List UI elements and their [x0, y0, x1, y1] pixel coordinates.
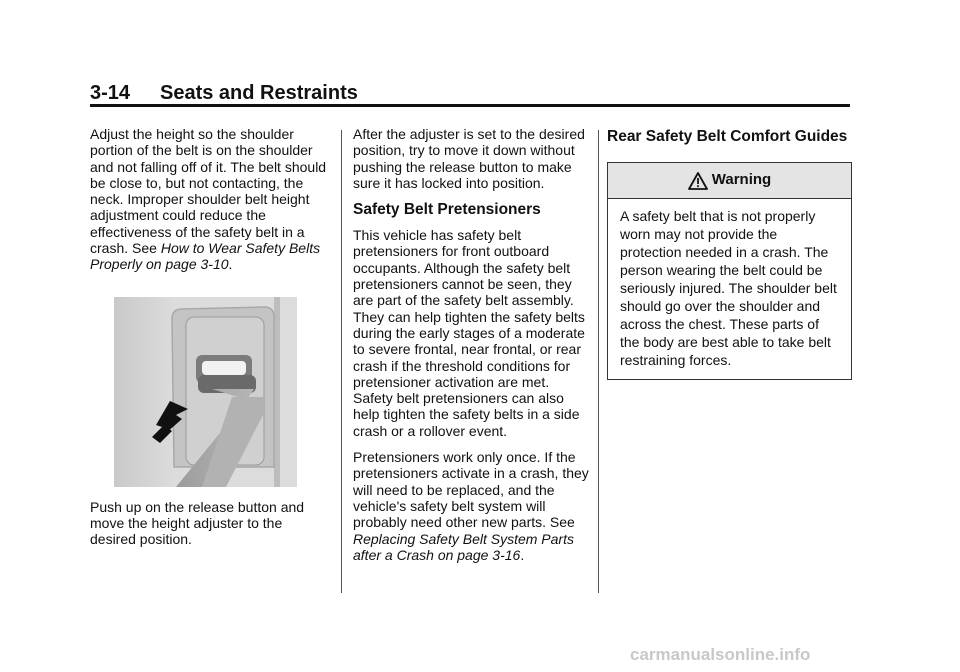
column-1: [90, 126, 330, 558]
warning-header: [608, 163, 851, 199]
page-header: [90, 82, 358, 105]
section-heading: Safety Belt Pretensioners: [353, 201, 541, 219]
figure-caption: Push up on the release button and move the height adjuster to the desired position.: [90, 498, 305, 548]
section-heading: Rear Safety Belt Comfort Guides: [607, 128, 848, 145]
warning-box: [607, 162, 852, 380]
column-divider: [598, 130, 599, 593]
warning-title: Warning: [711, 171, 772, 189]
header-rule: [90, 104, 850, 107]
cross-reference-link[interactable]: How to Wear Safety Belts Properly on page 3-10: [90, 240, 321, 273]
paragraph: Pretensioners work only once. If the pretensioners activate in a crash, they will need to be replaced, and the vehicle's safety belt system will probably need other new parts. See Replacing Safety Belt System Parts after a Crash on page 3-16.: [353, 449, 589, 563]
paragraph: This vehicle has safety belt pretensioners for front outboard occupants. Although the safety belt pretensioners cannot be seen, they are part of the safety belt assembly. They can help tighten the safety belts during the early stages of a moderate to severe frontal, near frontal, or rear crash if the threshold conditions for pretensioner activation are met. Safety belt pretensioners can also help tighten the safety belts in a side crash or a rollover event.: [353, 227, 585, 439]
warning-text: A safety belt that is not properly worn may not provide the protection needed in a crash. The person wearing the belt could be seriously injured. The shoulder belt should go over the shoulder and across the chest. These parts of the body are best able to take belt restraining forces.: [620, 208, 837, 368]
paragraph: Adjust the height so the shoulder portion of the belt is on the shoulder and not falling off of it. The belt should be close to, but not contacting, the neck. Improper shoulder belt height adjustment could reduce the effectiveness of the safety belt in a crash. See How to Wear Safety Belts Properly on page 3-10.: [90, 126, 327, 273]
page-number: 3-14: [90, 82, 131, 104]
cross-reference-link[interactable]: Replacing Safety Belt System Parts after a Crash on page 3-16: [353, 530, 574, 563]
paragraph: After the adjuster is set to the desired position, try to move it down without pushing the release button to make sure it has locked into position.: [353, 126, 585, 191]
column-3: [607, 126, 852, 380]
height-adjuster-illustration: [114, 297, 297, 487]
column-divider: [341, 130, 342, 593]
watermark: carmanualsonline.info: [630, 645, 811, 664]
warning-triangle-icon: [688, 172, 708, 190]
column-2: [353, 126, 591, 573]
section-title: Seats and Restraints: [160, 82, 358, 104]
